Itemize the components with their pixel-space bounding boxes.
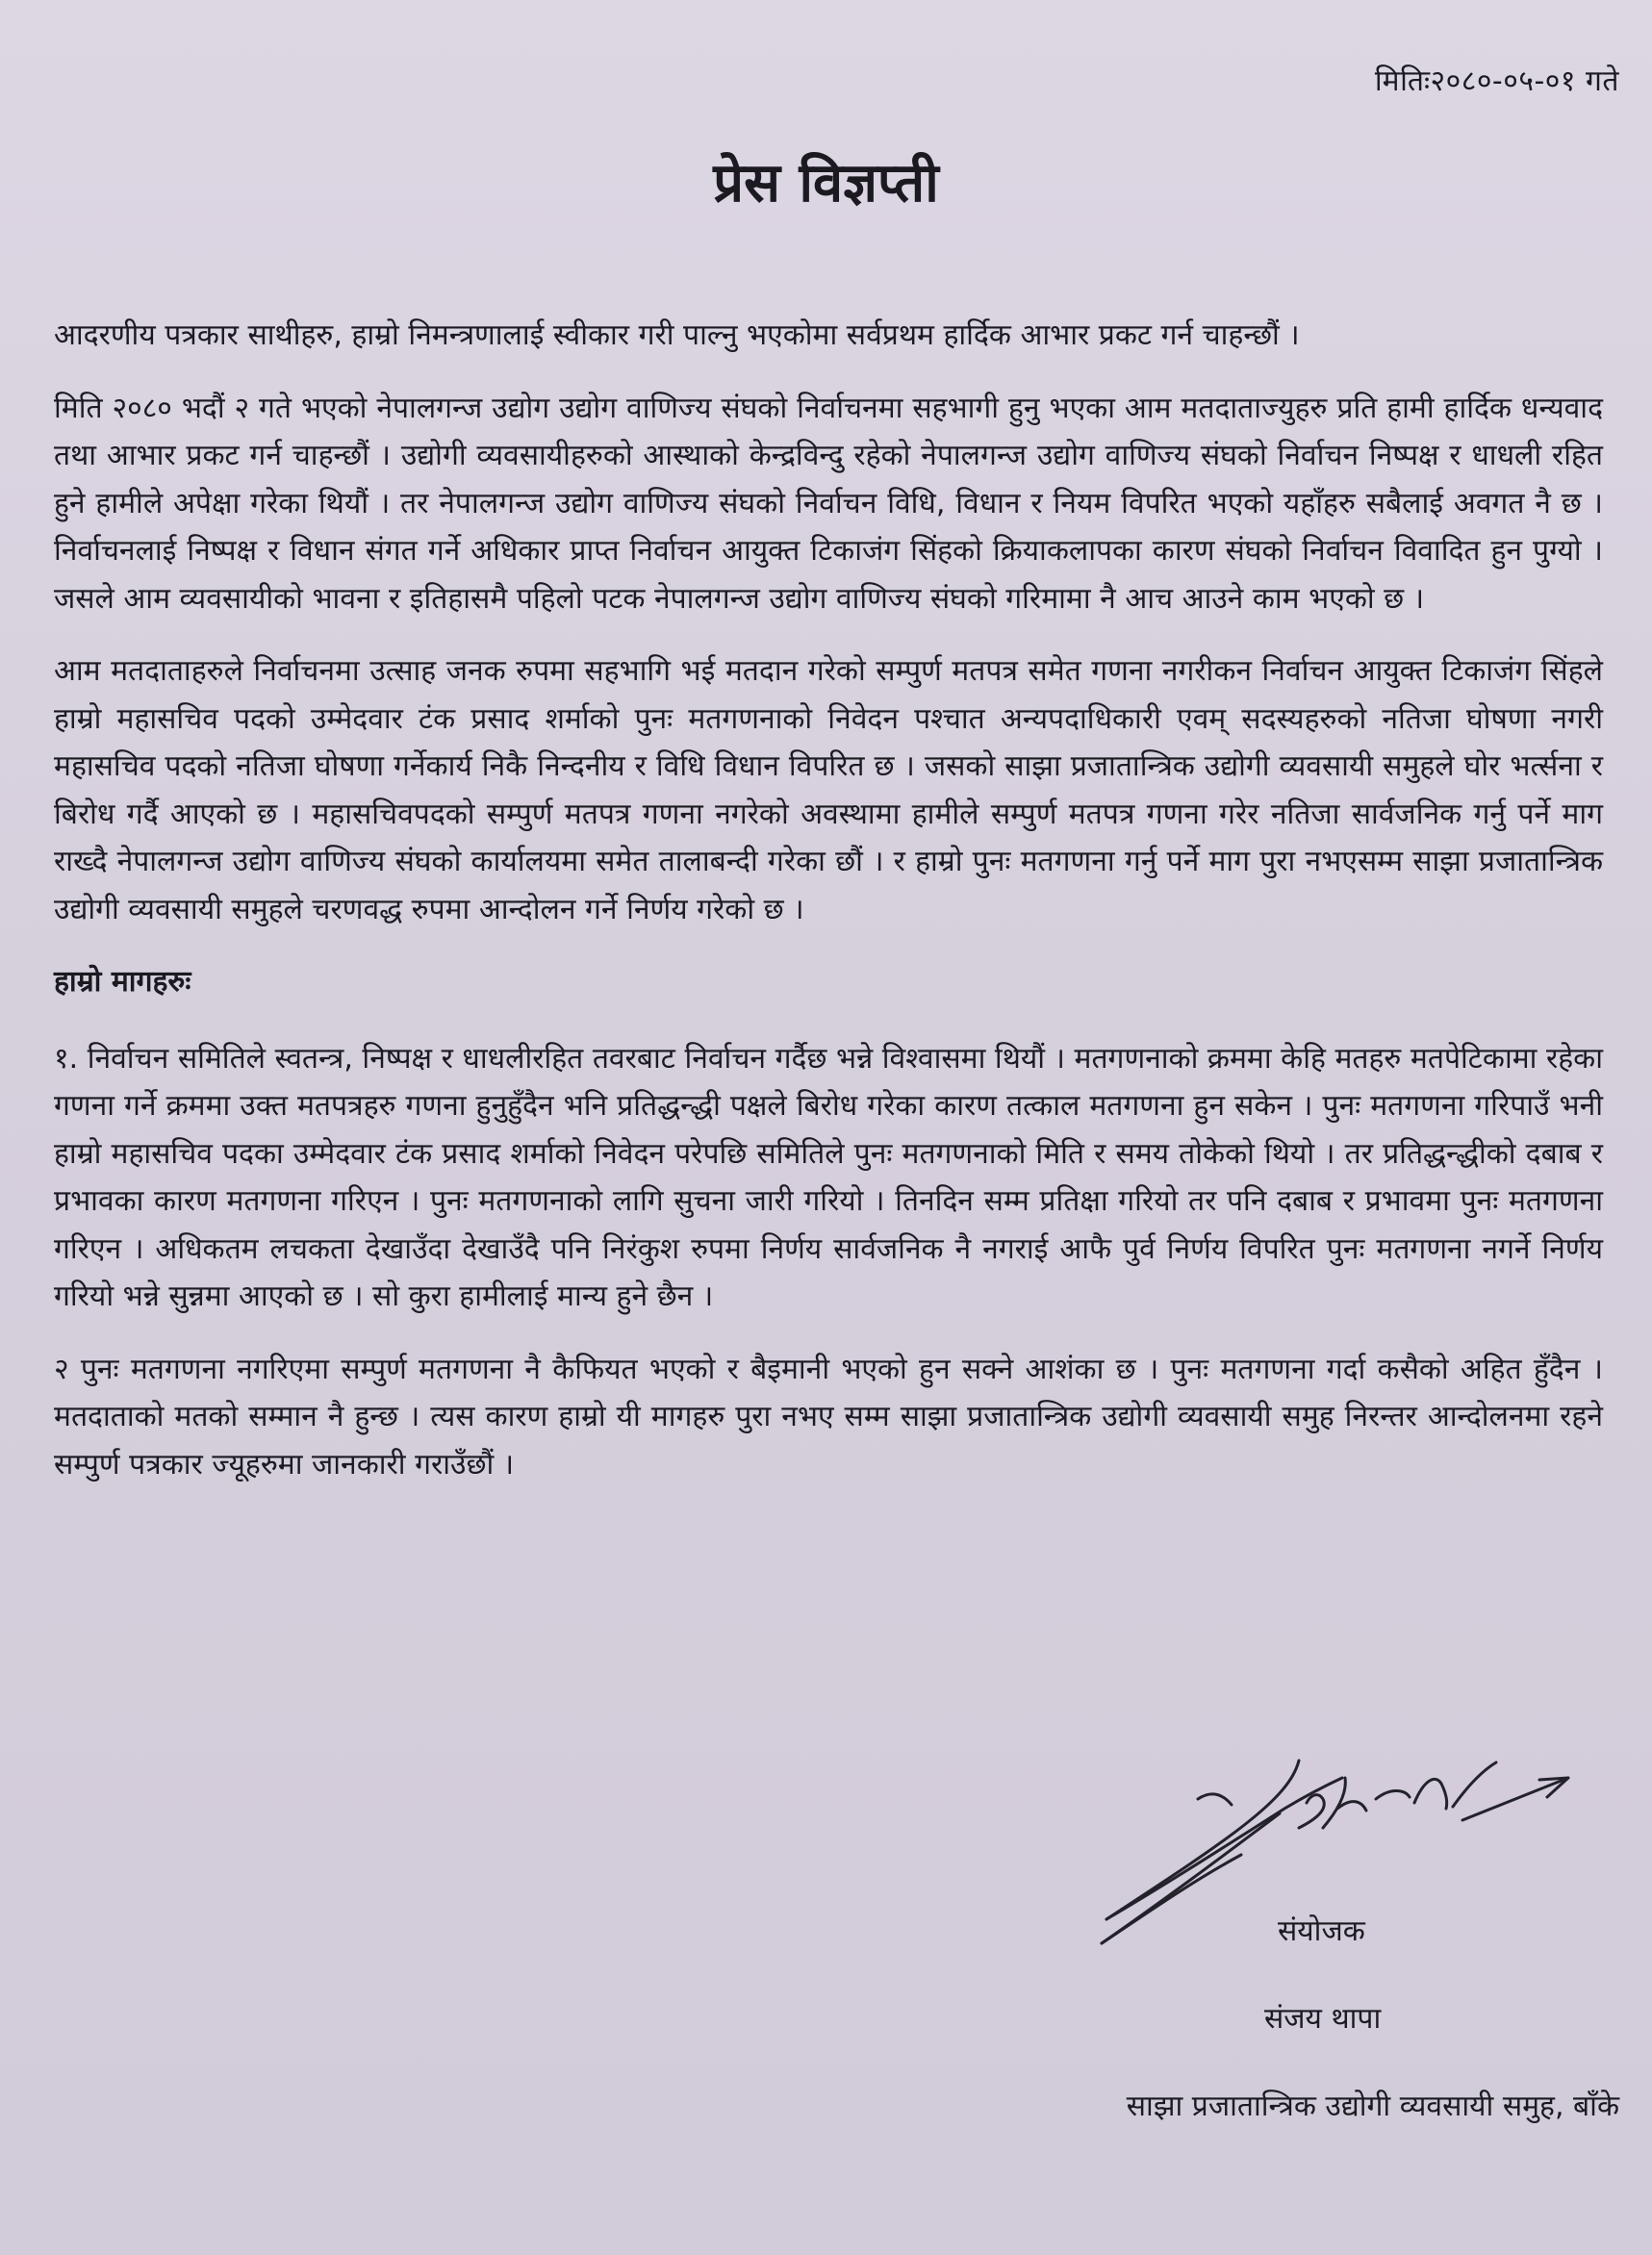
demand-item-1: १. निर्वाचन समितिले स्वतन्त्र, निष्पक्ष र धाधलीरहित तवरबाट निर्वाचन गर्दैछ भन्ने विश्वासमा थियौं । मतगणनाको क्रममा केहि मतहरु मतपेटिकामा रहेका गणना गर्ने क्रममा उक्त मतपत्रहरु गणना हुनुहुँदैन भनि प्रतिद्धन्द्धी पक्षले बिरोध गरेका कारण तत्काल मतगणना हुन सकेन । पुनः मतगणना गरिपाउँ भनी हाम्रो महासचिव पदका उम्मेदवार टंक प्रसाद शर्माको निवेदन परेपछि समितिले पुनः मतगणनाको मिति र समय तोकेको थियो । तर प्रतिद्धन्द्धीको दबाब र प्रभावका कारण मतगणना गरिएन । पुनः मतगणनाको लागि सुचना जारी गरियो । तिनदिन सम्म प्रतिक्षा गरियो तर पनि दबाब र प्रभावमा पुनः मतगणना गरिएन । अधिकतम लचकता देखाउँदा देखाउँदै पनि निरंकुश रुपमा निर्णय सार्वजनिक नै नगराई आफै पुर्व निर्णय विपरित पुनः मतगणना नगर्ने निर्णय गरियो भन्ने सुन्नमा आएको छ । सो कुरा हामीलाई मान्य हुने छैन । <box>54 1041 1603 1313</box>
greeting-paragraph: आदरणीय पत्रकार साथीहरु, हाम्रो निमन्त्रणालाई स्वीकार गरी पाल्नु भएकोमा सर्वप्रथम हार्दिक आभार प्रकट गर्न चाहन्छौं । <box>54 318 1300 352</box>
document-body <box>54 312 1603 1513</box>
page-title: प्रेस विज्ञप्ती <box>713 152 939 215</box>
signatory-organization: साझा प्रजातान्त्रिक उद्योगी व्यवसायी समुह, बाँके <box>1126 2090 1619 2123</box>
document-date: मितिः२०८०-०५-०१ गते <box>1374 64 1619 98</box>
protest-paragraph: आम मतदाताहरुले निर्वाचनमा उत्साह जनक रुपमा सहभागि भई मतदान गरेको सम्पुर्ण मतपत्र समेत गणना नगरीकन निर्वाचन आयुक्त टिकाजंग सिंहले हाम्रो महासचिव पदको उम्मेदवार टंक प्रसाद शर्माको पुनः मतगणनाको निवेदन पश्चात अन्यपदाधिकारी एवम् सदस्यहरुको नतिजा घोषणा नगरी महासचिव पदको नतिजा घोषणा गर्नेकार्य निकै निन्दनीय र विधि विधान विपरित छ । जसको साझा प्रजातान्त्रिक उद्योगी व्यवसायी समुहले घोर भर्त्सना र बिरोध गर्दै आएको छ । महासचिवपदको सम्पुर्ण मतपत्र गणना नगरेको अवस्थामा हामीले सम्पुर्ण मतपत्र गणना गरेर नतिजा सार्वजनिक गर्नु पर्ने माग राख्दै नेपालगन्ज उद्योग वाणिज्य संघको कार्यालयमा समेत तालाबन्दी गरेका छौं । र हाम्रो पुनः मतगणना गर्नु पर्ने माग पुरा नभएसम्म साझा प्रजातान्त्रिक उद्योगी व्यवसायी समुहले चरणवद्ध रुपमा आन्दोलन गर्ने निर्णय गरेको छ । <box>54 654 1603 926</box>
signatory-name: संजय थापा <box>1264 2002 1382 2036</box>
election-paragraph: मिति २०८० भदौं २ गते भएको नेपालगन्ज उद्योग उद्योग वाणिज्य संघको निर्वाचनमा सहभागी हुनु भएका आम मतदाताज्युहरु प्रति हामी हार्दिक धन्यवाद तथा आभार प्रकट गर्न चाहन्छौं । उद्योगी व्यवसायीहरुको आस्थाको केन्द्रविन्दु रहेको नेपालगन्ज उद्योग वाणिज्य संघको निर्वाचन निष्पक्ष र धाधली रहित हुने हामीले अपेक्षा गरेका थियौं । तर नेपालगन्ज उद्योग वाणिज्य संघको निर्वाचन विधि, विधान र नियम विपरित भएको यहाँहरु सबैलाई अवगत नै छ । निर्वाचनलाई निष्पक्ष र विधान संगत गर्ने अधिकार प्राप्त निर्वाचन आयुक्त टिकाजंग सिंहको क्रियाकलापका कारण संघको निर्वाचन विवादित हुन पुग्यो । जसले आम व्यवसायीको भावना र इतिहासमै पहिलो पटक नेपालगन्ज उद्योग वाणिज्य संघको गरिमामा नै आच आउने काम भएको छ । <box>54 391 1603 616</box>
demand-item-2: २ पुनः मतगणना नगरिएमा सम्पुर्ण मतगणना नै कैफियत भएको र बैइमानी भएको हुन सक्ने आशंका छ । पुनः मतगणना गर्दा कसैको अहित हुँदैन । मतदाताको मतको सम्मान नै हुन्छ । त्यस कारण हाम्रो यी मागहरु पुरा नभए सम्म साझा प्रजातान्त्रिक उद्योगी व्यवसायी समुह निरन्तर आन्दोलनमा रहने सम्पुर्ण पत्रकार ज्यूहरुमा जानकारी गराउँछौं । <box>54 1352 1603 1482</box>
signatory-role: संयोजक <box>1278 1914 1365 1948</box>
demands-heading: हाम्रो मागहरुः <box>54 965 191 999</box>
